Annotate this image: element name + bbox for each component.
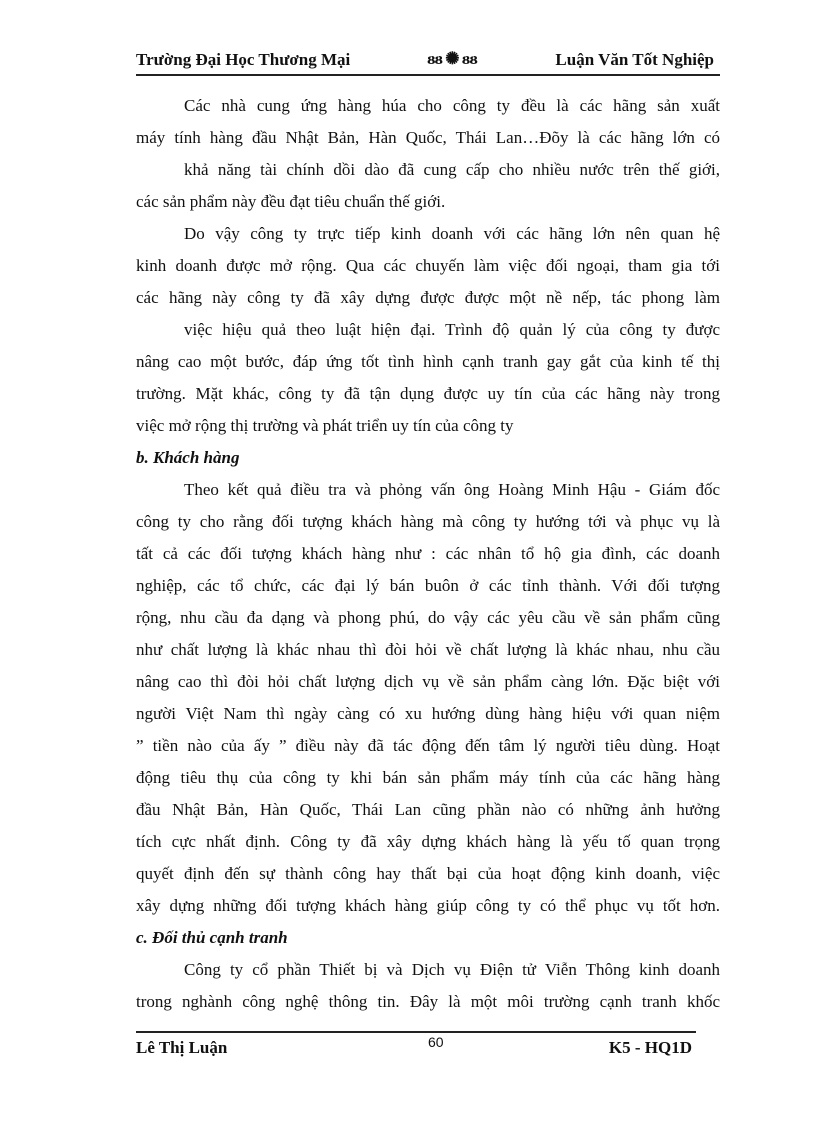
text-line: như chất lượng là khác nhau thì đòi hỏi về chất lượng là khác nhau, nhu cầu [136,640,720,659]
text-line: trong nghành công nghệ thông tin. Đây là một môi trường cạnh tranh khốc [136,992,720,1011]
text-line: nâng cao một bước, đáp ứng tốt tình hình cạnh tranh gay gắt của kinh tế thị [136,352,720,371]
text-line: việc mở rộng thị trường và phát triển uy tín của công ty [136,416,514,435]
text-line: tất cả các đối tượng khách hàng như : các nhân tổ hộ gia đình, các doanh [136,544,720,563]
text-line: trường. Mặt khác, công ty đã tận dụng được uy tín của các hãng này trong [136,384,720,403]
text-line: các hãng này công ty đã xây dựng được được một nề nếp, tác phong làm [136,288,720,307]
text-line: Theo kết quả điều tra và phỏng vấn ông Hoàng Minh Hậu - Giám đốc [184,480,720,499]
text-line: quyết định đến sự thành công hay thất bại của hoạt động kinh doanh, việc [136,864,720,883]
text-line: đầu Nhật Bản, Hàn Quốc, Thái Lan cũng phần nào có những ảnh hưởng [136,800,720,819]
page-number: 60 [428,1034,444,1050]
text-line: tích cực nhất định. Công ty đã xây dựng khách hàng là yếu tố quan trọng [136,832,720,851]
text-line: các sản phẩm này đều đạt tiêu chuẩn thế giới. [136,192,446,211]
text-line: việc hiệu quả theo luật hiện đại. Trình độ quản lý của công ty được [184,320,720,339]
text-line: động tiêu thụ của công ty khi bán sản phẩm máy tính của các hãng hàng [136,768,720,787]
header-ornament-icon: ᴕᴕ ✺ ᴕᴕ [427,49,477,68]
section-heading: c. Đối thủ cạnh tranh [136,928,288,947]
text-line: ” tiền nào của ấy ” điều này đã tác động đến tâm lý người tiêu dùng. Hoạt [136,736,720,755]
text-line: nâng cao thì đòi hỏi chất lượng dịch vụ về sản phẩm càng lớn. Đặc biệt với [136,672,720,691]
text-line: rộng, nhu cầu đa dạng và phong phú, do vậy các yêu cầu về sản phẩm cũng [136,608,720,627]
footer-class-code: K5 - HQ1D [608,1038,692,1057]
header-university: Trường Đại Học Thương Mại [136,50,351,69]
text-line: người Việt Nam thì ngày càng có xu hướng dùng hàng hiệu với quan niệm [136,704,720,723]
page-footer [136,1031,696,1073]
text-line: kinh doanh được mở rộng. Qua các chuyến làm việc đối ngoại, tham gia tới [136,256,720,275]
text-line: Công ty cổ phần Thiết bị và Dịch vụ Điện tử Viễn Thông kinh doanh [184,960,720,979]
section-heading: b. Khách hàng [136,448,240,467]
text-line: Các nhà cung ứng hàng húa cho công ty đều là các hãng sản xuất [184,96,720,115]
footer-author: Lê Thị Luận [136,1038,228,1057]
text-line: máy tính hàng đầu Nhật Bản, Hàn Quốc, Thái Lan…Đõy là các hãng lớn có [136,128,720,147]
header-thesis-title: Luận Văn Tốt Nghiệp [555,50,714,69]
text-line: Do vậy công ty trực tiếp kinh doanh với các hãng lớn nên quan hệ [184,224,720,243]
text-line: khả năng tài chính dồi dào đã cung cấp cho nhiều nước trên thế giới, [184,160,720,179]
text-line: nghiệp, các tổ chức, các đại lý bán buôn ở các tỉnh thành. Với đối tượng [136,576,720,595]
page-body [136,90,720,1018]
text-line: xây dựng những đối tượng khách hàng giúp công ty có thể phục vụ tốt hơn. [136,896,720,915]
page-header [136,46,720,76]
text-line: công ty cho rằng đối tượng khách hàng mà công ty hướng tới và phục vụ là [136,512,720,531]
